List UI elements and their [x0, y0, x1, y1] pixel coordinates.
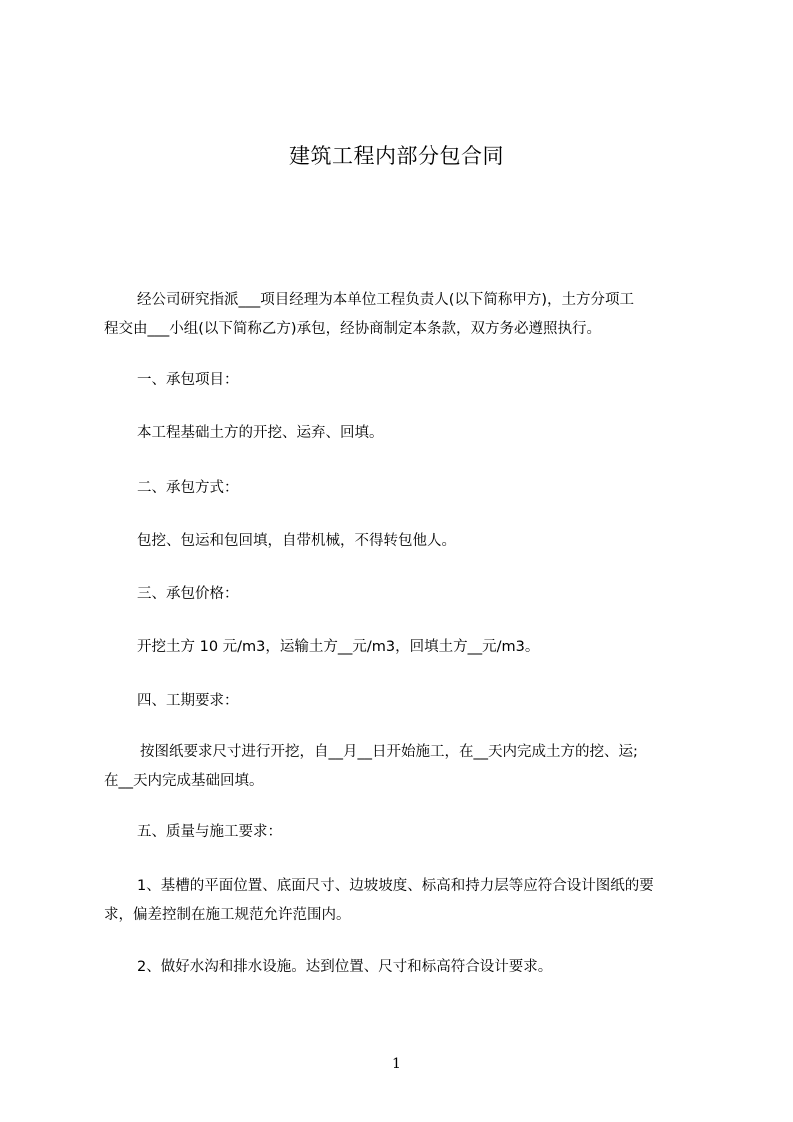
section-1-body [104, 419, 704, 448]
section-heading: 三、承包价格： [137, 586, 239, 602]
section-4-body [104, 738, 704, 796]
section-3-body [104, 633, 704, 662]
section-2-heading [104, 474, 704, 503]
page-number: 1 [392, 1056, 401, 1072]
section-4-heading [104, 687, 704, 716]
section-body-line: 按图纸要求尺寸进行开挖，自__月__日开始施工，在__天内完成土方的挖、运; [140, 744, 638, 760]
intro-line-1: 经公司研究指派___项目经理为本单位工程负责人(以下简称甲方)，土方分项工 [137, 292, 635, 308]
section-2-body [104, 527, 704, 556]
section-body-line: 1、基槽的平面位置、底面尺寸、边坡坡度、标高和持力层等应符合设计图纸的要 [137, 878, 654, 894]
section-body-line: 2、做好水沟和排水设施。达到位置、尺寸和标高符合设计要求。 [137, 959, 553, 975]
section-1-heading [104, 366, 704, 395]
section-body-line: 本工程基础土方的开挖、运弃、回填。 [137, 425, 384, 441]
section-5-body-2 [104, 953, 704, 982]
section-body-line: 求，偏差控制在施工规范允许范围内。 [104, 907, 351, 923]
intro-line-2: 程交由___小组(以下简称乙方)承包，经协商制定本条款，双方务必遵照执行。 [104, 321, 602, 337]
document-title: 建筑工程内部分包合同 [289, 144, 504, 168]
section-body-line: 在__天内完成基础回填。 [104, 773, 264, 789]
section-5-heading [104, 818, 704, 847]
intro-paragraph [104, 286, 704, 344]
section-heading: 五、质量与施工要求： [137, 824, 282, 840]
section-heading: 四、工期要求： [137, 693, 239, 709]
section-5-body [104, 872, 704, 930]
section-heading: 二、承包方式： [137, 480, 239, 496]
section-heading: 一、承包项目： [137, 372, 239, 388]
section-body-line: 包挖、包运和包回填，自带机械，不得转包他人。 [137, 533, 456, 549]
section-body-line: 开挖土方 10 元/m3，运输土方__元/m3，回填土方__元/m3。 [137, 639, 540, 655]
section-3-heading [104, 580, 704, 609]
